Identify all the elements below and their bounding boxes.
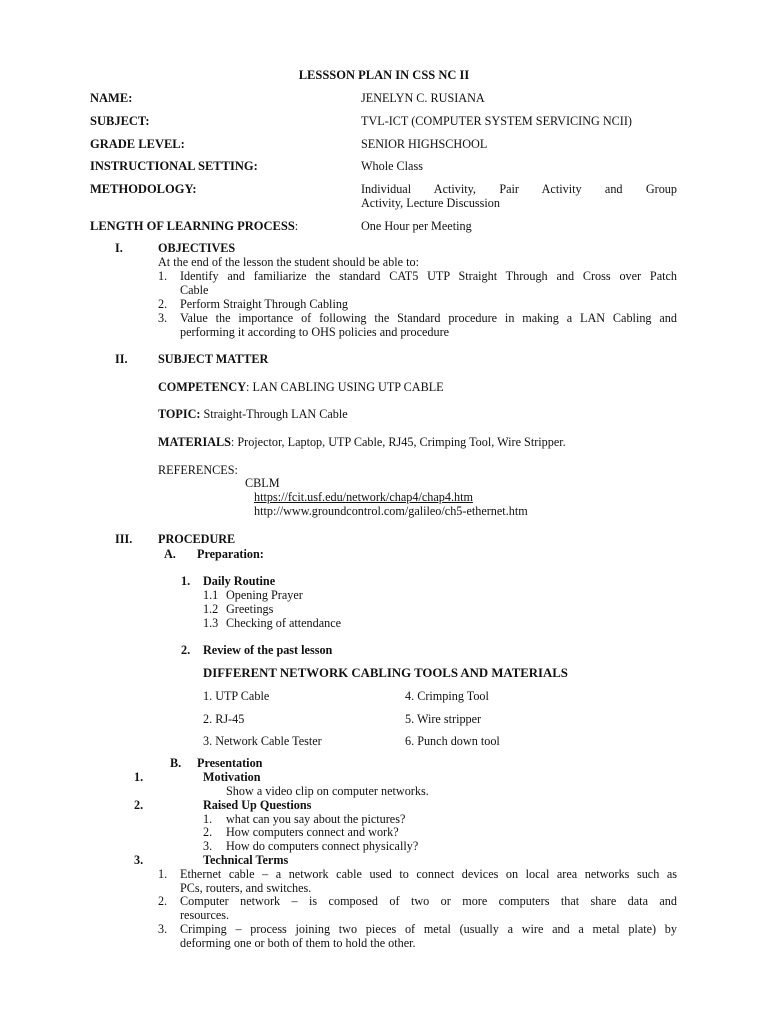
- question-num-2: 2.: [203, 825, 213, 839]
- section-numeral-objectives: I.: [115, 241, 123, 255]
- reference-link-groundcontrol: http://www.groundcontrol.com/galileo/ch5-ethernet.htm: [254, 504, 528, 518]
- daily-item-num-3: 1.3: [203, 616, 219, 630]
- competency-value: : LAN CABLING USING UTP CABLE: [246, 380, 444, 394]
- objective-item-1: [180, 269, 677, 297]
- daily-routine-num: 1.: [181, 574, 191, 588]
- reference-link-usf[interactable]: https://fcit.usf.edu/network/chap4/chap4.htm: [254, 490, 473, 504]
- objective-1-line2: Cable: [180, 283, 209, 297]
- subject-matter-heading: SUBJECT MATTER: [158, 352, 269, 366]
- objective-num-2: 2.: [158, 297, 168, 311]
- preparation-letter: A.: [164, 547, 176, 561]
- term-num-1: 1.: [158, 867, 168, 881]
- objective-item-3: [180, 311, 677, 339]
- subject-value: TVL-ICT (COMPUTER SYSTEM SERVICING NCII): [361, 114, 632, 128]
- tools-heading: DIFFERENT NETWORK CABLING TOOLS AND MATERIALS: [203, 666, 568, 680]
- objectives-heading: OBJECTIVES: [158, 241, 236, 255]
- term-item-2: [180, 894, 677, 922]
- motivation-text: Show a video clip on computer networks.: [226, 784, 429, 798]
- tool-item-3: 3. Network Cable Tester: [203, 734, 322, 748]
- objective-3-line1: Value the importance of following the Standard procedure in making a LAN Cabling and: [180, 311, 677, 325]
- grade-level-label: GRADE LEVEL:: [90, 137, 185, 151]
- grade-level-value: SENIOR HIGHSCHOOL: [361, 137, 488, 151]
- question-num-1: 1.: [203, 812, 213, 826]
- questions-heading: Raised Up Questions: [203, 798, 312, 812]
- subject-label: SUBJECT:: [90, 114, 150, 128]
- objective-num-1: 1.: [158, 269, 168, 283]
- objective-2-line1: Perform Straight Through Cabling: [180, 297, 349, 311]
- terms-heading: Technical Terms: [203, 853, 289, 867]
- term-3-line1: Crimping – process joining two pieces of metal (usually a wire and a metal plate) by: [180, 922, 677, 936]
- term-item-3: [180, 922, 677, 950]
- tool-item-5: 5. Wire stripper: [405, 712, 482, 726]
- materials-label: MATERIALS: [158, 435, 231, 449]
- daily-item-2: Greetings: [226, 602, 274, 616]
- methodology-line2: Activity, Lecture Discussion: [361, 196, 500, 210]
- name-label: NAME:: [90, 91, 133, 105]
- materials-value: : Projector, Laptop, UTP Cable, RJ45, Crimping Tool, Wire Stripper.: [230, 435, 566, 449]
- section-numeral-procedure: III.: [115, 532, 133, 546]
- question-3: How do computers connect physically?: [226, 839, 419, 853]
- materials-line: [158, 435, 566, 449]
- procedure-heading: PROCEDURE: [158, 532, 236, 546]
- motivation-heading: Motivation: [203, 770, 261, 784]
- topic-label: TOPIC:: [158, 407, 201, 421]
- term-2-line2: resources.: [180, 908, 230, 922]
- name-value: JENELYN C. RUSIANA: [361, 91, 485, 105]
- daily-item-3: Checking of attendance: [226, 616, 342, 630]
- objective-1-line1: Identify and familiarize the standard CAT5 UTP Straight Through and Cross over Patch: [180, 269, 677, 283]
- term-item-1: [180, 867, 677, 895]
- questions-num: 2.: [134, 798, 144, 812]
- objectives-intro: At the end of the lesson the student should be able to:: [158, 255, 419, 269]
- question-1: what can you say about the pictures?: [226, 812, 406, 826]
- review-heading: Review of the past lesson: [203, 643, 333, 657]
- length-label-row: [90, 219, 298, 233]
- topic-value: Straight-Through LAN Cable: [200, 407, 348, 421]
- instructional-setting-label: INSTRUCTIONAL SETTING:: [90, 159, 258, 173]
- competency-label: COMPETENCY: [158, 380, 247, 394]
- methodology-label: METHODOLOGY:: [90, 182, 197, 196]
- objective-3-line2: performing it according to OHS policies and procedure: [180, 325, 450, 339]
- term-1-line2: PCs, routers, and switches.: [180, 881, 312, 895]
- methodology-line1: Individual Activity, Pair Activity and Group: [361, 182, 677, 196]
- reference-cblm: CBLM: [245, 476, 280, 490]
- term-num-3: 3.: [158, 922, 168, 936]
- terms-num: 3.: [134, 853, 144, 867]
- term-num-2: 2.: [158, 894, 168, 908]
- daily-item-num-1: 1.1: [203, 588, 219, 602]
- review-num: 2.: [181, 643, 191, 657]
- motivation-num: 1.: [134, 770, 144, 784]
- instructional-setting-value: Whole Class: [361, 159, 423, 173]
- tool-item-4: 4. Crimping Tool: [405, 689, 489, 703]
- objective-num-3: 3.: [158, 311, 168, 325]
- daily-item-num-2: 1.2: [203, 602, 219, 616]
- references-label: REFERENCES:: [158, 463, 238, 477]
- document-title: LESSSON PLAN IN CSS NC II: [298, 68, 470, 82]
- length-label: LENGTH OF LEARNING PROCESS: [90, 219, 295, 233]
- question-num-3: 3.: [203, 839, 213, 853]
- presentation-heading: Presentation: [197, 756, 263, 770]
- competency-line: [158, 380, 444, 394]
- term-3-line2: deforming one or both of them to hold the other.: [180, 936, 416, 950]
- daily-routine-heading: Daily Routine: [203, 574, 276, 588]
- term-1-line1: Ethernet cable – a network cable used to connect devices on local area networks such as: [180, 867, 677, 881]
- section-numeral-subject-matter: II.: [115, 352, 128, 366]
- tool-item-1: 1. UTP Cable: [203, 689, 270, 703]
- daily-item-1: Opening Prayer: [226, 588, 303, 602]
- length-colon: :: [294, 219, 299, 233]
- presentation-letter: B.: [170, 756, 182, 770]
- length-value: One Hour per Meeting: [361, 219, 472, 233]
- tool-item-2: 2. RJ-45: [203, 712, 245, 726]
- tool-item-6: 6. Punch down tool: [405, 734, 500, 748]
- topic-line: [158, 407, 348, 421]
- question-2: How computers connect and work?: [226, 825, 399, 839]
- term-2-line1: Computer network – is composed of two or more computers that share data and: [180, 894, 677, 908]
- preparation-heading: Preparation:: [197, 547, 264, 561]
